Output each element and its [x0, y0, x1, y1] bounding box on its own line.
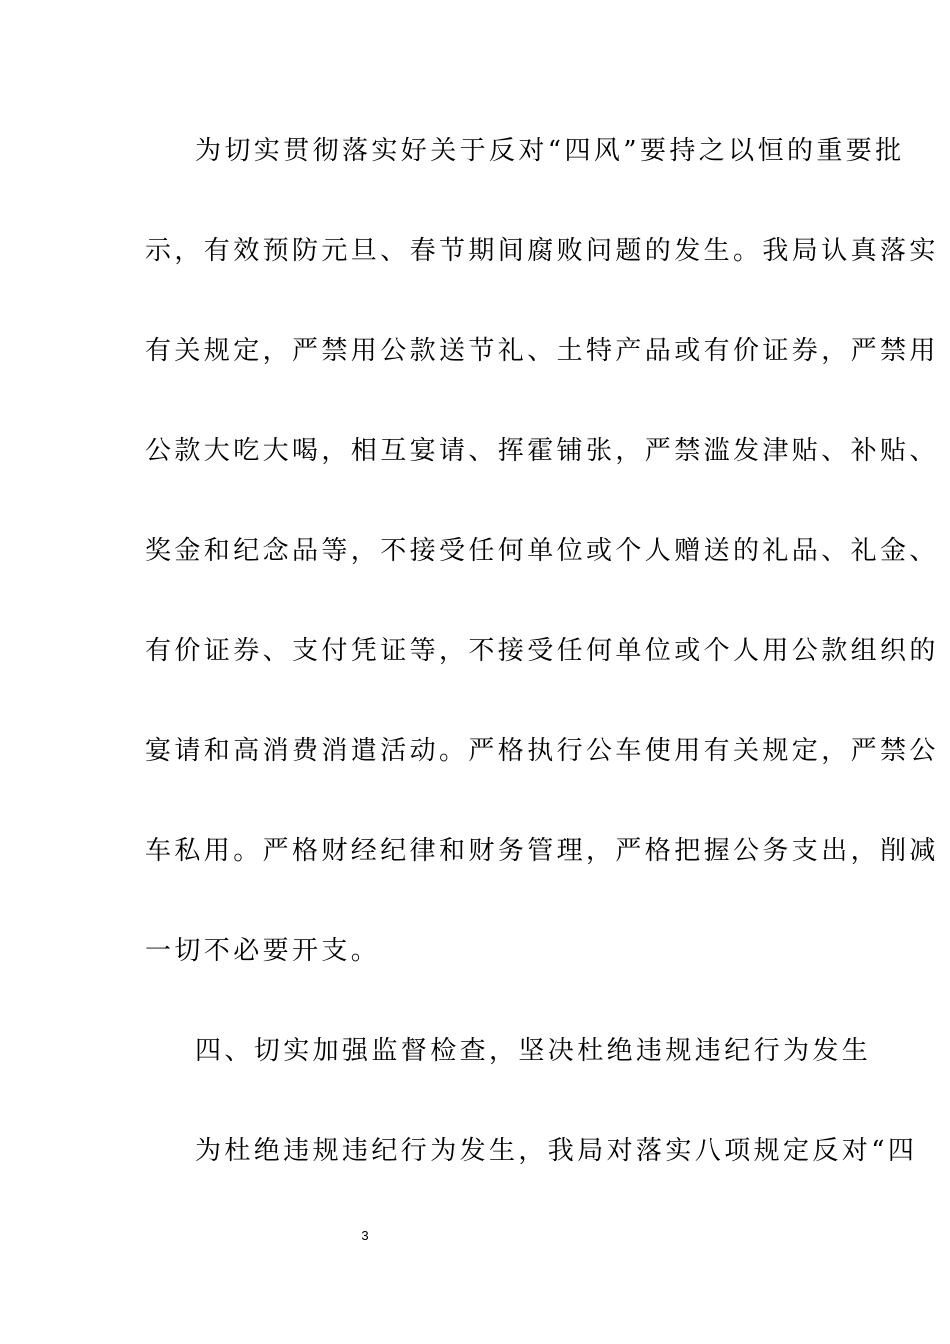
- paragraph-line: 奖金和纪念品等，不接受任何单位或个人赠送的礼品、礼金、: [145, 536, 939, 566]
- paragraph-line: 车私用。严格财经纪律和财务管理，严格把握公务支出，削减: [145, 836, 939, 866]
- paragraph-line: 公款大吃大喝，相互宴请、挥霍铺张，严禁滥发津贴、补贴、: [145, 436, 939, 466]
- paragraph-line: 一切不必要开支。: [145, 936, 381, 966]
- section-heading: 四、切实加强监督检查，坚决杜绝违规违纪行为发生: [195, 1036, 872, 1066]
- paragraph-line: 宴请和高消费消遣活动。严格执行公车使用有关规定，严禁公: [145, 736, 939, 766]
- paragraph-line: 有关规定，严禁用公款送节礼、土特产品或有价证券，严禁用: [145, 336, 939, 366]
- paragraph-line: 有价证券、支付凭证等，不接受任何单位或个人用公款组织的: [145, 636, 939, 666]
- paragraph-line: 为杜绝违规违纪行为发生，我局对落实八项规定反对“四: [195, 1136, 918, 1166]
- paragraph-line: 为切实贯彻落实好关于反对“四风”要持之以恒的重要批: [195, 136, 905, 166]
- paragraph-line: 示，有效预防元旦、春节期间腐败问题的发生。我局认真落实: [145, 236, 939, 266]
- page-number: 3: [361, 1228, 369, 1243]
